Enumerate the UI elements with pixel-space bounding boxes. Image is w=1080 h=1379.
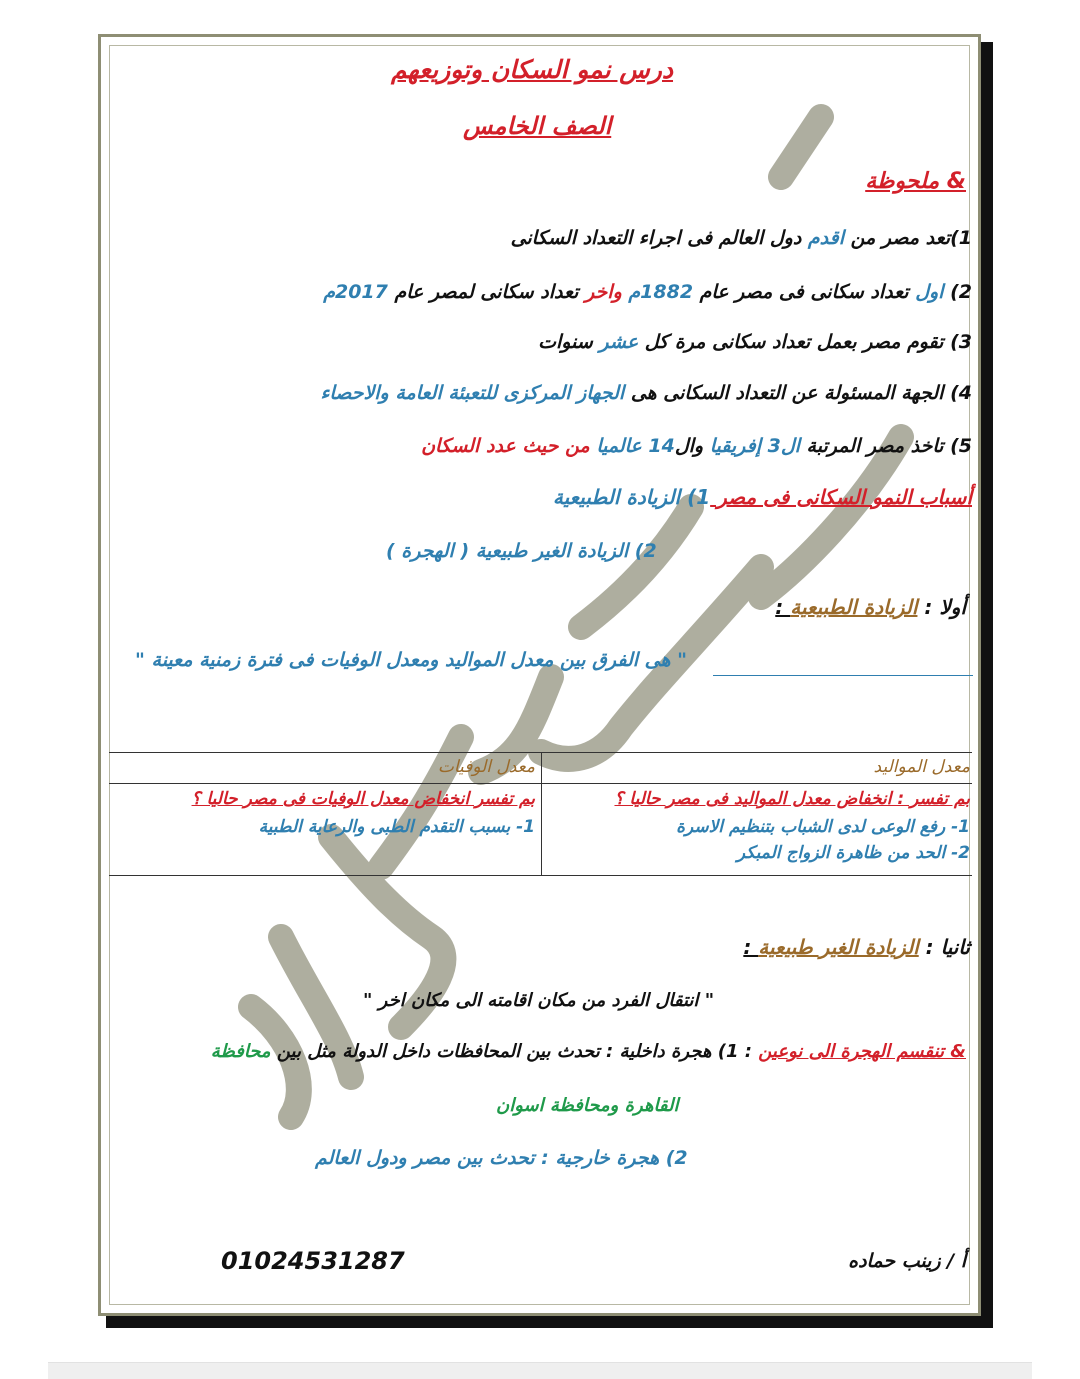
migration-example-cont: القاهرة ومحافظة اسوان	[496, 1095, 679, 1116]
table-header-deaths: معدل الوفيات	[437, 757, 535, 777]
note-text: دول العالم فى اجراء التعداد السكانى	[510, 227, 808, 249]
note-highlight: 1882م	[628, 281, 694, 303]
note-highlight: ال3 إفريقيا	[709, 435, 800, 457]
note-text: تعداد سكانى لمصر عام	[387, 281, 586, 303]
note-text: تاخذ مصر المرتبة	[799, 435, 951, 457]
note-text: تعداد سكانى فى مصر عام	[693, 281, 916, 303]
causes-heading: أسباب النمو السكانى فى مصر	[710, 485, 972, 509]
migration-example-word: مثل بين	[270, 1041, 343, 1062]
note-number: 1)	[950, 227, 972, 249]
cause-unnatural: 2) الزيادة الغير طبيعية ( الهجرة )	[386, 540, 657, 562]
note-number: 2)	[950, 281, 972, 303]
second-lead: ثانيا :	[918, 935, 970, 959]
definition-underline	[713, 675, 973, 676]
migration-heading: & تنقسم الهجرة الى نوعين	[758, 1041, 966, 1062]
first-definition: " هى الفرق بين معدل المواليد ومعدل الوفيات فى فترة زمنية معينة "	[135, 649, 688, 671]
note-highlight: 2017م	[323, 281, 388, 303]
note-highlight: اول	[915, 281, 944, 303]
migration-internal: : 1) هجرة داخلية : تحدث بين المحافظات داخل الدولة	[342, 1041, 759, 1062]
screen-bottom-strip	[48, 1362, 1032, 1379]
note-2	[323, 281, 972, 304]
migration-external: 2) هجرة خارجية : تحدث بين مصر ودول العالم	[315, 1147, 688, 1169]
note-heading: & ملحوظة	[865, 169, 966, 194]
note-1	[511, 227, 972, 250]
note-3	[538, 331, 972, 354]
table-header-births: معدل المواليد	[873, 757, 970, 777]
worksheet-page	[98, 34, 981, 1316]
note-text: وال	[674, 435, 710, 457]
migration-line	[211, 1041, 966, 1063]
page-title: درس نمو السكان وتوزيعهم	[391, 55, 674, 84]
note-text: تعد مصر من	[844, 227, 951, 249]
causes-line	[553, 485, 972, 509]
note-highlight: عشر	[599, 331, 639, 353]
phone-number: 01024531287	[221, 1247, 405, 1275]
first-lead: أولا :	[917, 595, 966, 619]
first-label: الزيادة الطبيعية	[790, 595, 918, 619]
note-text: سنوات	[538, 331, 600, 353]
table-deaths-item-1: 1- بسبب التقدم الطبى والرعاية الطبية	[258, 817, 535, 837]
note-text: تقوم مصر بعمل تعداد سكانى مرة كل	[638, 331, 951, 353]
note-highlight: 14 عالميا	[596, 435, 675, 457]
second-label: الزيادة الغير طبيعية	[758, 935, 919, 959]
migration-example: محافظة	[210, 1041, 271, 1062]
table-column-divider	[541, 752, 542, 876]
grade-label: الصف الخامس	[463, 112, 612, 140]
note-text: الجهة المسئولة عن التعداد السكانى هى	[624, 382, 951, 404]
first-heading	[775, 595, 966, 619]
note-highlight: اقدم	[807, 227, 845, 249]
note-highlight: واخر	[585, 281, 629, 303]
first-colon: :	[775, 595, 791, 619]
table-births-item-1: 1- رفع الوعى لدى الشباب بتنظيم الاسرة	[676, 817, 970, 837]
table-question-births: بم تفسر : انخفاض معدل المواليد فى مصر حاليا ؟	[614, 789, 970, 809]
cause-natural: 1) الزيادة الطبيعية	[552, 485, 711, 509]
table-question-deaths: بم تفسر انخفاض معدل الوفيات فى مصر حاليا ؟	[191, 789, 535, 809]
note-number: 4)	[950, 382, 972, 404]
second-heading	[743, 935, 970, 959]
note-number: 3)	[950, 331, 972, 353]
note-number: 5)	[950, 435, 972, 457]
second-definition: " انتقال الفرد من مكان اقامته الى مكان اخر "	[363, 990, 715, 1011]
note-5	[421, 435, 972, 458]
note-highlight: الجهاز المركزى للتعبئة العامة والاحصاء	[320, 382, 625, 404]
note-4	[321, 382, 973, 405]
second-colon: :	[743, 935, 759, 959]
table-births-item-2: 2- الحد من ظاهرة الزواج المبكر	[736, 843, 970, 863]
note-text: من حيث عدد السكان	[421, 435, 597, 457]
author-name: أ / زينب حماده	[848, 1250, 966, 1272]
